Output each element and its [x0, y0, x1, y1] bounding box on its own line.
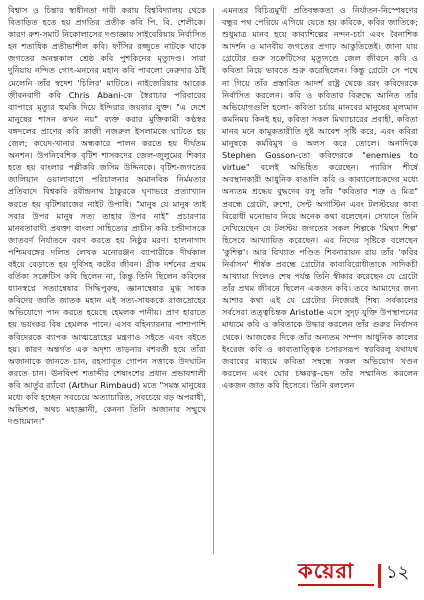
left-column-text: বিশ্বাস ও চিন্তার স্বাধীনতা দাবী করায় বিশ্ববিদ্যালয় থেকে বিতাড়িত হতে হয় প্রগতির প্রতীক কবি পি. বি. শেলীকে। কারণ রুশ-সমাট নিকোলাসের দণ্ডাজ্ঞায় সাইবেরিয়ায় নির্বাসিত হন শতাধিক প্রতীভাশীল কবি। ফাঁসির রজ্জুতে নাটকে থাকে জগতের অনন্তকাল শ্রেষ্ঠ কবি পুশকিনের মৃত্যুদণ্ড। সারা দুনিয়ায় নন্দিত গোৎ-মননের মহান কবি পাবলো নেরুদার ঠাঁই মেলেনি তাঁর স্বদেশ 'চিলির' মাটিতে। নাইজেরিয়ার আরেক জীবনবাদী কবি Chris Abani-কে স্বৈরাচার পরিবারের ব্যাপারে মৃত্যুর হুমকি দিয়ে ইন্দিরার জয়বার যুক্ত। "এ দেশে মানুষের শাসন কখন নয়" ব্যক্ত করার মুক্তিকামী কণ্ঠস্বর বঙ্গদলের প্রাণের কবি কাজী নজরুল ইসলামকে ঘাটতে হয় জেল; কয়েদ-খানার অন্ধকারে পালন করতে হয় দীর্ঘতম অনশন। উপনিবেশিক বৃটিশ শাসকদের জেল-জুলুমের শিকার হতে হয় বাংলার পল্লীকবি জসিম উদ্দিনকে। বৃটিশ-জগতের জালিয়ান ওয়ালাবাগে পরিচালনার অমানবিক নির্মমতার প্রতিবাদে বিশ্বকবি রবীন্দ্রনাথ ঠাকুরকে ঘৃণাভরে প্রত্যাখ্যান করতে হয় বৃটিশরাজের নাইট উপাধি। "মানুষ যে মানুষ তাই সবার উপর মানুষ সত্য তাহার উপর নাই" প্রচারণার মানবতাবাদী প্রবক্তা বাংলা সাহিত্যের প্রাচীন কবি চন্ডীদাসকে জাতবর্ণ নির্যাতনে বরণ করতে হয় নিষ্ঠুর মরণ। হালনাগাদ পশ্চিমবঙ্গের দলিত লেখক মনোরঞ্জন ব্যাপারীকে দীর্ঘকাল বইয়ে বেড়াতে হয় দুর্বিসহ কষ্টের জীবন। গ্রীক দর্শনের প্রথম বর্তিকা সক্রেটিস কবি ছিলেন না, কিন্তু তিনি ছিলেন কবিদের ধ্যানস্বপ্নে সত্যান্বেষার সিদ্ধিপুরুষ, জ্ঞানান্বেষার মুগ্ধ সাধক কবিদের জাতি জাতক মহান এই সত্য-সাধককে রাজদ্রোহের অভিযোগে পান করতে হয়েছে হেমলক পানীয়। প্রাণ হারাতে হয় ভয়ংকর বিষ হেমলক পানে। এসব বহিন্যারনার পাশাপাশি কবিদেরকে ব্যাপক আত্মদ্রোহের মন্ত্রণাও সইতে এবং বইতে হয়। কারণ অন্তর্গত এক অদৃশ্য তাড়নার বশবর্তী হয়ে তাঁরা অজানাকে জানতে চান, রহস্যাবৃত গোপন সত্তাকে উদঘাটন করতে চান। ঊনবিংশ শতাব্দীর শেষাংশের প্রধান প্রভাবশালী কবি আর্তুর র‍্যাঁবো (Arthur Rimbaud) মতে "সমস্ত মানুষের মধ্যে কবি হচ্ছেন সবচেয়ে অত্যাচারিত, সবচেয়ে বড় অপরাধী, অভিশপ্ত, অথচ মহাজ্ঞানী, কেননা তিনি অজানার সম্মুখে দণ্ডায়মান।" [8, 5, 206, 427]
footer-red-bar [378, 564, 381, 588]
logo-underline [298, 584, 374, 586]
left-column [8, 4, 206, 562]
right-column [222, 4, 418, 562]
magazine-logo: কয়েরা [298, 558, 355, 583]
column-divider [213, 8, 214, 554]
page-number: ১২ [386, 562, 410, 583]
right-column-text: এমনতর বিচিত্রমুখী প্রতিবন্ধকতা ও নির্যাতন-নিস্পেষণের বন্ধুর পথ পেরিয়ে এগিয়ে যেতে হয় কবিকে, কবির জাতিকে; শুধুমাত্র মানব হয়ে কাব্যশিল্পের নন্দন-চর্চা এবং বৈনাশিক আদর্শন ও মানবীয় জগতের প্রগাঢ় আকুতিতেই। জানা যায় গ্রেটোর গুরু সক্রেটিসের মৃত্যুদণ্ডে জেল জীবনে কবি ও কবিতা নিয়ে ভাবতে শুরু করেছিলেন। কিন্তু গ্রেটো সে পথে না গিয়ে তাঁর প্রস্তাবিত আদর্শ রাষ্ট্র থেকে বরং কবিদেরকে নির্বাসিত করলেন। কবি ও কবিতার বিরুদ্ধে আনিত তাঁর অভিযোগগুলি হলো- কবিতা চর্চায় মানবের মানুষের মূল্যমান কমনিময় কিনই হয়, কবিতা সকল মিথ্যাচারের প্রবাহী, কবিতা মানব মনে কামুকতারীতি দুষ্ট আবেশ সৃষ্টি করে, এবং কবিরা মানুষকে কর্মবিমুখ ও অলস করে তোলে। অনাদিকে Stephen Gosson-তো কবিদেরকে "enemies to virtue" বলেই অভিহিত করেছেন। প্যারিস শীর্ষে অবস্থানকারী আধুনিক বাঙালি কবি ও কাব্যালোচকদের মধ্যে অন্যতম শ্রদ্ধেয় বুদ্ধদেব বসু তাঁর "কবিতার শত্রু ও মিত্র" প্রবন্ধে গ্রেটো, রুশো, সেন্ট অগাস্টিন এবং টলস্টয়ের কাব্য বিরোধী মনোভাব নিয়ে অনেক কথা বলেছেন। সেখানে তিনি দেখিয়েছেন যে টলস্টয় জগতের সকল শিল্পকে 'মিথ্যা শিল্প' হিসেবে আখ্যায়িত করেছেন। এর নিদের সৃষ্টিকে বলেছেন 'কুশিল্প'। আর বিখ্যাত পণ্ডিত শিবনারায়ন রায় তাঁর 'কবির নির্বাসন' শীর্ষক প্রবন্ধে গ্রেটোর কাব্যবিরোধীতাকে সাদিকচী আখ্যায়া দিলেও শেষ পর্যন্ত তিনি স্বীকার করেছেন যে গ্রেটো তাঁর প্রথম জীবনে ছিলেন একজন কবি। তবে আমাদের জন্য আশার কথা এই যে গ্রেটোর নিজেরই শিষ্য সর্বকালের সর্বসেরা তত্ত্বচিন্তক Aristotle এসে সুদৃঢ় যুক্তি উপস্থাপনের মাধ্যমে কবি ও কবিতাকে উদ্ধার করলেন তাঁর গুরুর নির্বাসন থেকে। আজকের দিকে তাঁর অন্যতম সম্পদ আধুনিক কালের ইংরেজ কবি ও কাব্যতাত্ত্বিক চসারসরূপ স্বরবিরলু যথাযথ জবাবের মাধ্যমে কবিতা সম্বন্ধে সকল অভিযোগ খণ্ডন করলেন এবং ঘোর চক্ষরত্ন-ভেদ তাঁর সম্মানিত করলেন একজন জাত কবি হিসেবে। তিনি বললেন [222, 5, 418, 390]
page-footer [0, 556, 424, 600]
